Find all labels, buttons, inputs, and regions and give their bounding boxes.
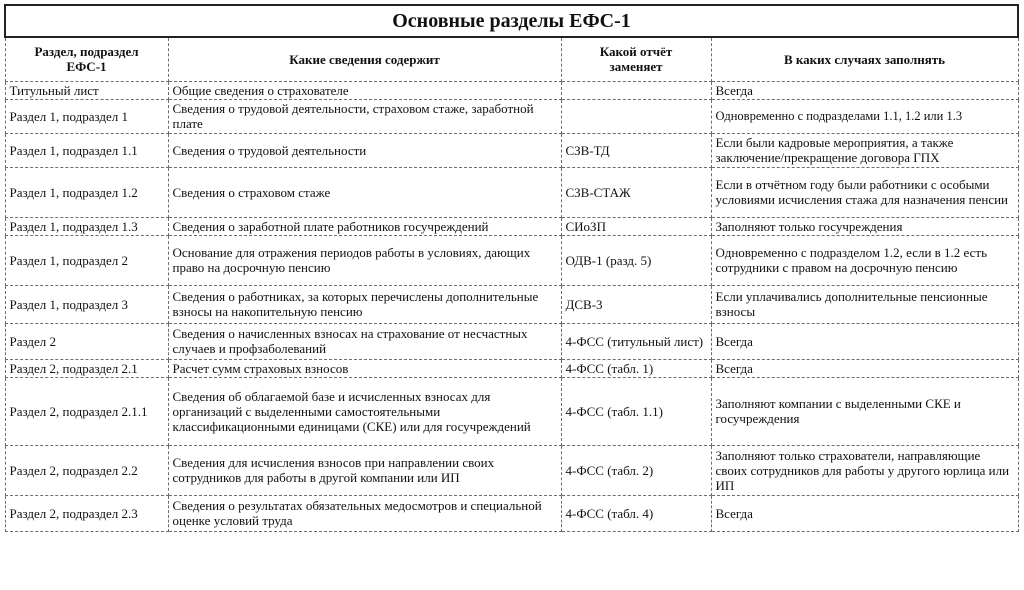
header-when: В каких случаях заполнять [711,37,1018,81]
cell-when: Заполняют компании с выделенными СКЕ и госучреждения [711,377,1018,445]
cell-replaces: 4-ФСС (табл. 4) [561,495,711,531]
cell-content: Сведения о заработной плате работников госучреждений [168,217,561,235]
efs-sections-table [4,4,1019,532]
cell-section: Раздел 2, подраздел 2.2 [5,445,168,495]
efs-sections-document [4,4,1017,585]
cell-section: Раздел 1, подраздел 1.2 [5,167,168,217]
header-section: Раздел, подраздел ЕФС-1 [5,37,168,81]
cell-when: Заполняют только страхователи, направляющие своих сотрудников для работы у другого юрлица или ИП [711,445,1018,495]
cell-when: Всегда [711,323,1018,359]
cell-content: Основание для отражения периодов работы в условиях, дающих право на досрочную пенсию [168,235,561,285]
cell-section: Раздел 2 [5,323,168,359]
cell-when: Если были кадровые мероприятия, а также заключение/прекращение договора ГПХ [711,133,1018,167]
cell-content: Сведения о начисленных взносах на страхование от несчастных случаев и профзаболеваний [168,323,561,359]
table-row [5,235,1018,285]
cell-replaces: 4-ФСС (табл. 1.1) [561,377,711,445]
cell-section: Раздел 2, подраздел 2.1.1 [5,377,168,445]
cell-replaces: СИоЗП [561,217,711,235]
cell-replaces: СЗВ-СТАЖ [561,167,711,217]
cell-content: Сведения о результатах обязательных медосмотров и специальной оценке условий труда [168,495,561,531]
cell-content: Общие сведения о страхователе [168,81,561,99]
cell-section: Раздел 1, подраздел 1.1 [5,133,168,167]
header-content: Какие сведения содержит [168,37,561,81]
table-row [5,285,1018,323]
table-row [5,167,1018,217]
cell-replaces: 4-ФСС (табл. 1) [561,359,711,377]
cell-content: Расчет сумм страховых взносов [168,359,561,377]
table-row [5,217,1018,235]
cell-replaces: 4-ФСС (титульный лист) [561,323,711,359]
table-row [5,359,1018,377]
cell-when: Всегда [711,495,1018,531]
cell-replaces: ДСВ-3 [561,285,711,323]
table-row [5,323,1018,359]
cell-when: Всегда [711,81,1018,99]
cell-content: Сведения об облагаемой базе и исчисленных взносах для организаций с выделенными самостоятельными классификационными единицами (СКЕ) или для госучреждений [168,377,561,445]
cell-content: Сведения для исчисления взносов при направлении своих сотрудников для работы в другой компании или ИП [168,445,561,495]
header-replaces: Какой отчёт заменяет [561,37,711,81]
cell-replaces: ОДВ-1 (разд. 5) [561,235,711,285]
table-row [5,81,1018,99]
table-row [5,377,1018,445]
cell-content: Сведения о работниках, за которых перечислены дополнительные взносы на накопительную пенсию [168,285,561,323]
cell-replaces: СЗВ-ТД [561,133,711,167]
cell-section: Раздел 1, подраздел 1.3 [5,217,168,235]
cell-section: Раздел 1, подраздел 3 [5,285,168,323]
cell-section: Раздел 2, подраздел 2.3 [5,495,168,531]
cell-section: Раздел 1, подраздел 2 [5,235,168,285]
cell-replaces: 4-ФСС (табл. 2) [561,445,711,495]
cell-replaces [561,99,711,133]
cell-section: Раздел 1, подраздел 1 [5,99,168,133]
cell-section: Раздел 2, подраздел 2.1 [5,359,168,377]
cell-content: Сведения о трудовой деятельности, страховом стаже, заработной плате [168,99,561,133]
cell-when: Одновременно с подразделом 1.2, если в 1.2 есть сотрудники с правом на досрочную пенсию [711,235,1018,285]
cell-content: Сведения о страховом стаже [168,167,561,217]
table-row [5,445,1018,495]
cell-content: Сведения о трудовой деятельности [168,133,561,167]
cell-replaces [561,81,711,99]
table-title: Основные разделы ЕФС-1 [5,5,1018,37]
table-row [5,99,1018,133]
table-row [5,495,1018,531]
cell-when: Если в отчётном году были работники с особыми условиями исчисления стажа для назначения пенсии [711,167,1018,217]
cell-when: Всегда [711,359,1018,377]
cell-when: Если уплачивались дополнительные пенсионные взносы [711,285,1018,323]
cell-section: Титульный лист [5,81,168,99]
cell-when: Заполняют только госучреждения [711,217,1018,235]
cell-when: Одновременно с подразделами 1.1, 1.2 или 1.3 [711,99,1018,133]
table-row [5,133,1018,167]
